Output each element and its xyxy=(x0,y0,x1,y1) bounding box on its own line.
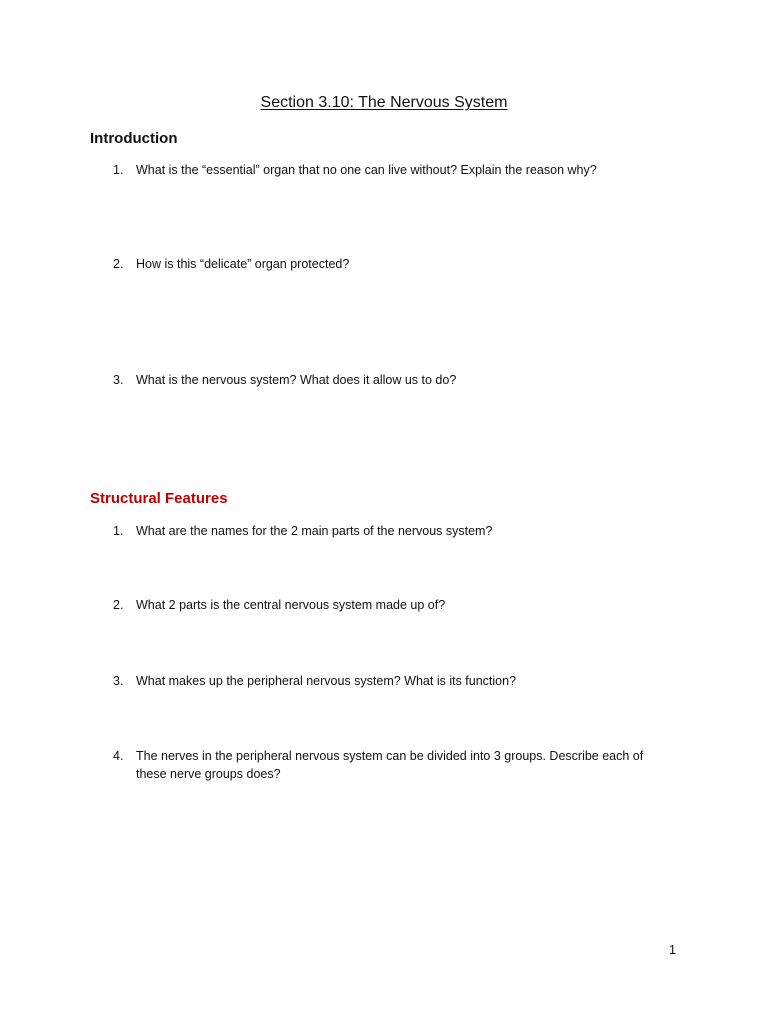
question-number: 3. xyxy=(113,373,124,387)
question-text: The nerves in the peripheral nervous system can be divided into 3 groups. Describe each of these nerve groups does? xyxy=(136,749,644,781)
question-number: 1. xyxy=(113,524,124,538)
section-heading-structural-features: Structural Features xyxy=(90,490,228,507)
page-number: 1 xyxy=(669,943,676,957)
question-text: What is the “essential” organ that no one can live without? Explain the reason why? xyxy=(136,163,597,177)
question-item xyxy=(113,255,673,273)
question-number: 2. xyxy=(113,257,124,271)
question-number: 2. xyxy=(113,598,124,612)
question-number: 1. xyxy=(113,163,124,177)
question-item xyxy=(113,161,673,179)
question-text: What 2 parts is the central nervous system made up of? xyxy=(136,598,446,612)
question-text: What makes up the peripheral nervous system? What is its function? xyxy=(136,674,517,688)
question-text: How is this “delicate” organ protected? xyxy=(136,257,350,271)
page-title: Section 3.10: The Nervous System xyxy=(260,94,508,111)
section-heading-introduction: Introduction xyxy=(90,130,178,147)
question-item xyxy=(113,672,673,690)
question-item xyxy=(113,371,673,389)
question-item xyxy=(113,522,673,540)
question-item xyxy=(113,747,673,783)
question-item xyxy=(113,596,673,614)
question-number: 4. xyxy=(113,749,124,763)
question-text: What is the nervous system? What does it allow us to do? xyxy=(136,373,457,387)
question-text: What are the names for the 2 main parts of the nervous system? xyxy=(136,524,493,538)
question-number: 3. xyxy=(113,674,124,688)
